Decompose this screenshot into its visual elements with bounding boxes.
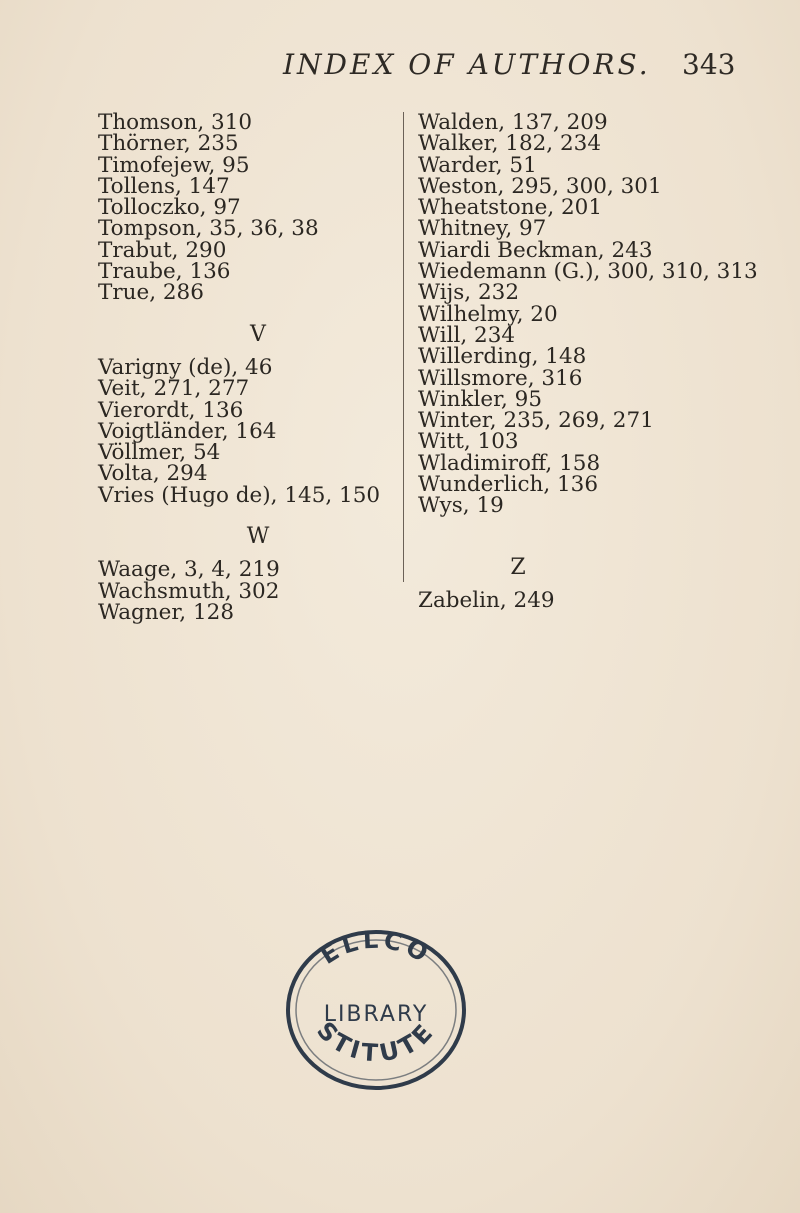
index-entry: Zabelin, 249 <box>418 587 555 613</box>
index-entry: Wachsmuth, 302 <box>98 578 280 604</box>
index-entry: Voigtländer, 164 <box>98 418 277 444</box>
index-entry: Tompson, 35, 36, 38 <box>98 216 319 242</box>
index-entry: Willerding, 148 <box>418 344 587 370</box>
index-entry: Vries (Hugo de), 145, 150 <box>98 482 381 508</box>
z-entries <box>418 587 800 613</box>
running-head <box>0 48 800 98</box>
index-entry: Wheatstone, 201 <box>418 195 603 221</box>
stamp-bottom-text: STITUTE <box>311 1016 441 1068</box>
index-entry: Wilhelmy, 20 <box>418 301 558 327</box>
index-entry: Willsmore, 316 <box>418 365 583 391</box>
index-entry: Veit, 271, 277 <box>98 376 250 402</box>
index-entry: Walker, 182, 234 <box>418 131 602 157</box>
index-entry: Timofejew, 95 <box>98 152 250 178</box>
index-entry: Tollens, 147 <box>98 173 230 199</box>
index-column-right <box>418 112 800 611</box>
index-entry: Traube, 136 <box>98 259 231 285</box>
index-entry: Trabut, 290 <box>98 237 227 263</box>
w-entries-right <box>418 112 800 517</box>
v-entries <box>98 354 398 508</box>
index-entry: Wys, 19 <box>418 493 504 519</box>
index-column-left <box>98 112 398 623</box>
section-letter-v: V <box>250 321 266 347</box>
column-divider <box>403 112 404 582</box>
index-entry: Will, 234 <box>418 322 516 348</box>
index-entry: Wiedemann (G.), 300, 310, 313 <box>418 259 758 285</box>
index-entry: Wagner, 128 <box>98 599 235 625</box>
index-entry: Witt, 103 <box>418 429 519 455</box>
stamp-top-text: ELLCO <box>315 925 437 970</box>
index-entry: Varigny (de), 46 <box>98 354 273 380</box>
index-entry: Volta, 294 <box>98 461 208 487</box>
index-entry: Walden, 137, 209 <box>418 110 608 135</box>
page-number: 343 <box>682 48 736 81</box>
index-entry: Weston, 295, 300, 301 <box>418 173 662 199</box>
index-entry: Wijs, 232 <box>418 280 520 306</box>
w-entries-left <box>98 559 398 623</box>
index-entry: Vierordt, 136 <box>98 397 244 423</box>
index-entry: Thörner, 235 <box>98 131 239 157</box>
t-entries <box>98 112 398 304</box>
index-entry: True, 286 <box>98 280 204 306</box>
index-entry: Warder, 51 <box>418 152 537 178</box>
index-entry: Wiardi Beckman, 243 <box>418 237 653 263</box>
index-entry: Whitney, 97 <box>418 216 547 242</box>
index-entry: Winter, 235, 269, 271 <box>418 408 654 434</box>
index-entry: Tolloczko, 97 <box>98 195 241 221</box>
index-entry: Waage, 3, 4, 219 <box>98 557 280 583</box>
stamp-middle-text: LIBRARY <box>323 1002 429 1027</box>
library-stamp <box>276 925 476 1095</box>
section-letter-z: Z <box>510 554 526 580</box>
index-entry: Wladimiroff, 158 <box>418 450 601 476</box>
index-entry: Thomson, 310 <box>98 110 253 135</box>
index-entry: Völlmer, 54 <box>98 440 221 466</box>
running-title: INDEX OF AUTHORS. <box>283 48 651 81</box>
index-entry: Wunderlich, 136 <box>418 472 599 498</box>
section-letter-w: W <box>246 524 270 550</box>
index-entry: Winkler, 95 <box>418 386 543 412</box>
